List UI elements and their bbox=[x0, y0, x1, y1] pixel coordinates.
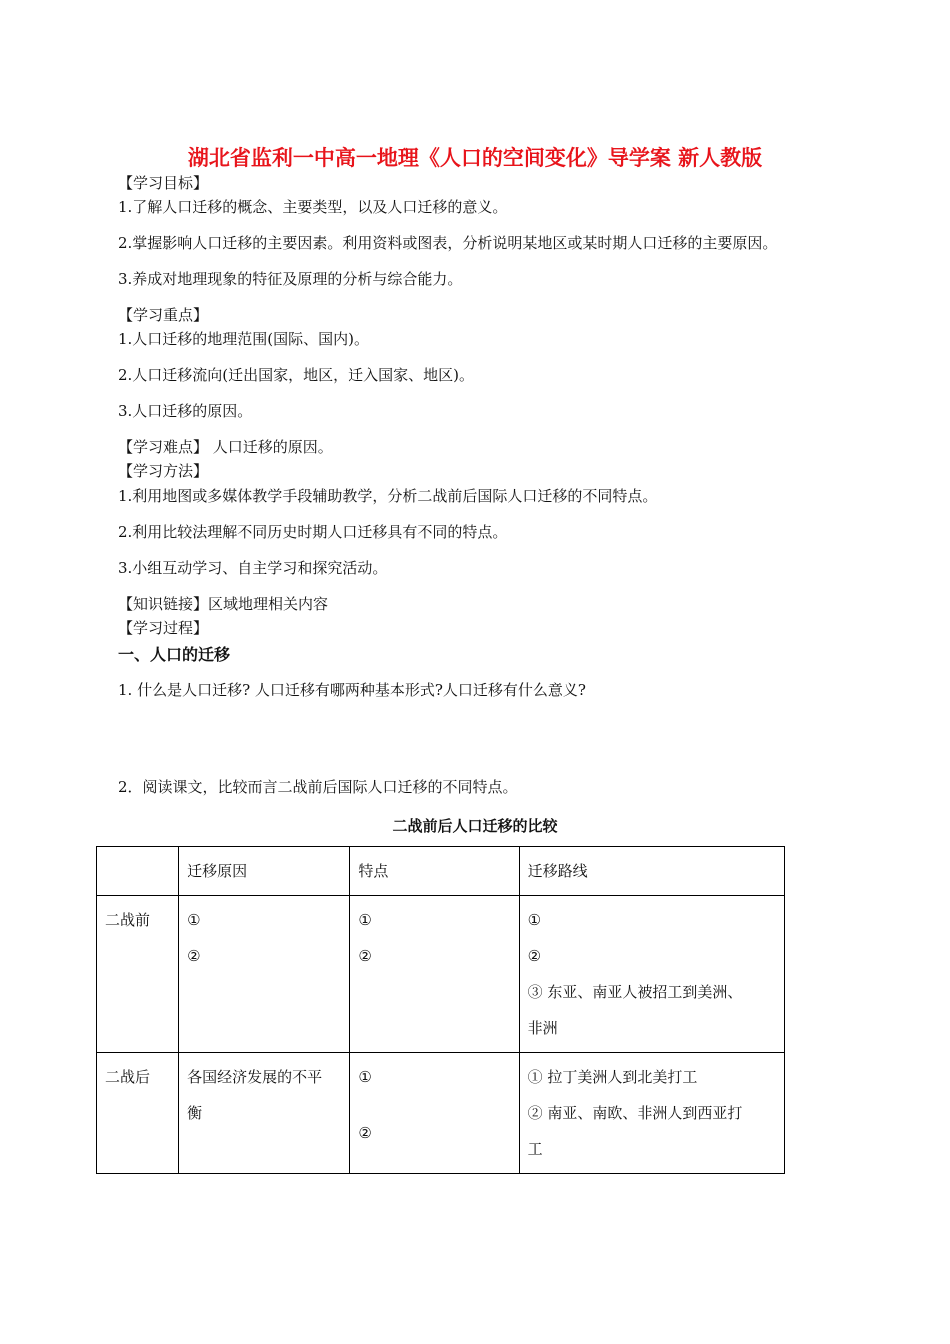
postwar-reason-cell bbox=[179, 1053, 350, 1174]
prewar-route-3: ③ 东亚、南亚人被招工到美洲、 bbox=[527, 983, 743, 1001]
postwar-feature-2: ② bbox=[358, 1124, 372, 1142]
goal-item-2: 2.掌握影响人口迁移的主要因素。利用资料或图表，分析说明某地区或某时期人口迁移的主要原因。 bbox=[118, 234, 778, 252]
key-point-2: 2.人口迁移流向(迁出国家，地区，迁入国家、地区)。 bbox=[118, 366, 475, 384]
key-point-3: 3.人口迁移的原因。 bbox=[118, 402, 253, 420]
header-cell-empty bbox=[97, 847, 179, 896]
key-points-heading: 【学习重点】 bbox=[118, 306, 209, 324]
header-cell-reason: 迁移原因 bbox=[179, 847, 350, 896]
goal-item-3: 3.养成对地理现象的特征及原理的分析与综合能力。 bbox=[118, 270, 463, 288]
prewar-feature-1: ① bbox=[358, 911, 372, 929]
prewar-route-cell bbox=[519, 896, 784, 1053]
postwar-route-3: 工 bbox=[527, 1140, 543, 1158]
question-1: 1. 什么是人口迁移? 人口迁移有哪两种基本形式?人口迁移有什么意义? bbox=[118, 681, 586, 699]
methods-heading: 【学习方法】 bbox=[118, 462, 209, 480]
knowledge-link: 【知识链接】区域地理相关内容 bbox=[118, 595, 329, 613]
prewar-feature-2: ② bbox=[358, 947, 372, 965]
postwar-reason-1: 各国经济发展的不平 bbox=[187, 1068, 323, 1086]
postwar-feature-spacer bbox=[358, 1095, 510, 1115]
prewar-route-4: 非洲 bbox=[527, 1019, 558, 1037]
prewar-route-2: ② bbox=[527, 947, 542, 965]
process-heading: 【学习过程】 bbox=[118, 619, 209, 637]
prewar-reason-2: ② bbox=[187, 947, 201, 965]
postwar-route-1: ① 拉丁美洲人到北美打工 bbox=[527, 1068, 698, 1086]
goal-item-1: 1.了解人口迁移的概念、主要类型，以及人口迁移的意义。 bbox=[118, 198, 508, 216]
table-caption: 二战前后人口迁移的比较 bbox=[392, 817, 558, 835]
table-header-row bbox=[97, 847, 785, 896]
postwar-feature-1: ① bbox=[358, 1068, 372, 1086]
postwar-reason-2: 衡 bbox=[187, 1104, 203, 1122]
method-2: 2.利用比较法理解不同历史时期人口迁移具有不同的特点。 bbox=[118, 523, 508, 541]
postwar-route-cell bbox=[519, 1053, 784, 1174]
document-title: 湖北省监利一中高一地理《人口的空间变化》导学案 新人教版 bbox=[187, 146, 763, 170]
prewar-reason-1: ① bbox=[187, 911, 201, 929]
table-row bbox=[97, 1053, 785, 1174]
comparison-table bbox=[96, 846, 785, 1174]
prewar-feature-cell bbox=[350, 896, 519, 1053]
header-cell-route: 迁移路线 bbox=[519, 847, 784, 896]
postwar-feature-cell bbox=[350, 1053, 519, 1174]
prewar-reason-cell bbox=[179, 896, 350, 1053]
table-row bbox=[97, 896, 785, 1053]
row-label-prewar: 二战前 bbox=[97, 896, 179, 1053]
goals-heading: 【学习目标】 bbox=[118, 174, 209, 192]
postwar-route-2: ② 南亚、南欧、非洲人到西亚打 bbox=[527, 1104, 743, 1122]
method-3: 3.小组互动学习、自主学习和探究活动。 bbox=[118, 559, 388, 577]
key-point-1: 1.人口迁移的地理范围(国际、国内)。 bbox=[118, 330, 370, 348]
method-1: 1.利用地图或多媒体教学手段辅助教学，分析二战前后国际人口迁移的不同特点。 bbox=[118, 487, 658, 505]
row-label-postwar: 二战后 bbox=[97, 1053, 179, 1174]
prewar-route-1: ① bbox=[527, 911, 542, 929]
header-cell-feature: 特点 bbox=[350, 847, 519, 896]
section1-heading: 一、人口的迁移 bbox=[118, 645, 231, 664]
question-2: 2．阅读课文，比较而言二战前后国际人口迁移的不同特点。 bbox=[118, 778, 518, 796]
difficulty: 【学习难点】 人口迁移的原因。 bbox=[118, 438, 333, 456]
